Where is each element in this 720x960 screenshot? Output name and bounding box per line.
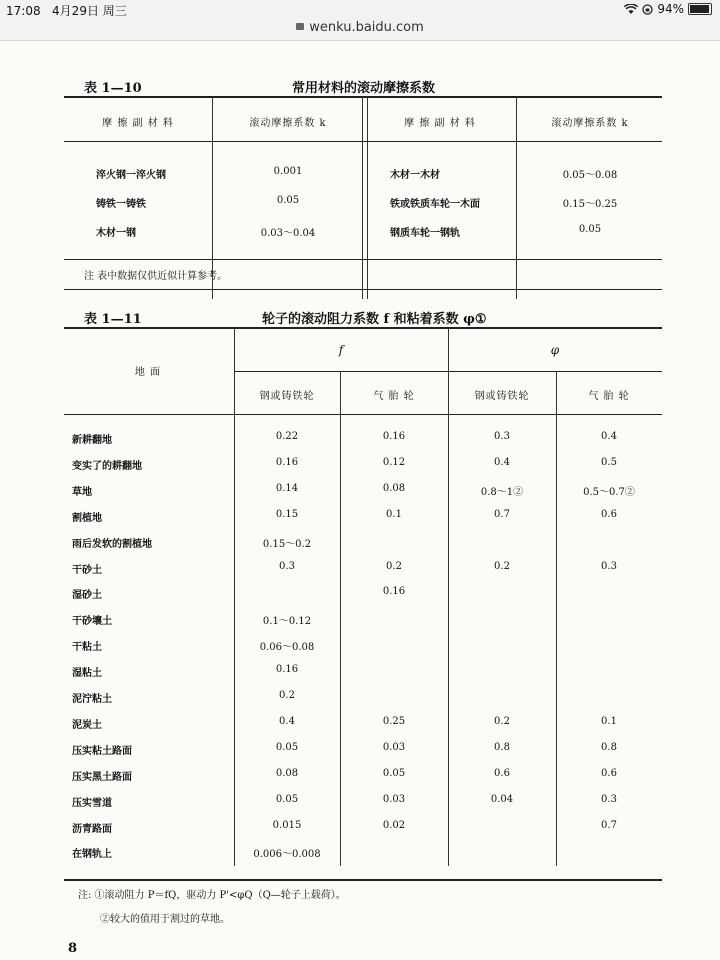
table2-group-rule: [234, 371, 662, 372]
table2-row-ground: 干砂壤土: [72, 616, 112, 627]
table2-row-value: 0.3: [601, 561, 617, 572]
wifi-icon: [624, 4, 638, 15]
table2-bottom-rule: [64, 879, 662, 881]
table2-subheader-f-steel: 钢或铸铁轮: [259, 391, 315, 402]
table2-row-ground: 草地: [72, 487, 92, 498]
table2-row-value: 0.08: [382, 483, 406, 494]
table2-header-f: f: [338, 343, 344, 357]
table2-row-value: 0.15: [275, 509, 299, 520]
table2-row-ground: 泥炭土: [72, 720, 102, 731]
address-bar[interactable]: [0, 18, 720, 41]
status-time: 17:08: [6, 4, 41, 18]
table2-row-ground: 沥青路面: [72, 824, 112, 835]
table1-number: 表 1—10: [84, 81, 142, 96]
table2-subheader-phi-tire: 气 胎 轮: [588, 391, 630, 402]
table2-row-value: 0.14: [275, 483, 299, 494]
table2-row-value: 0.16: [382, 431, 406, 442]
table2-row-ground: 在钢轨上: [72, 849, 112, 860]
table2-row-value: 0.4: [601, 431, 617, 442]
table2-row-value: 0.03: [382, 794, 406, 805]
table2-divider-f: [340, 371, 341, 866]
table2-row-value: 0.8: [601, 742, 617, 753]
battery-percent: 94%: [657, 2, 684, 16]
status-date: 4月29日 周三: [52, 4, 127, 18]
table1-divider-2: [362, 97, 363, 299]
battery-icon: [688, 3, 712, 15]
table2-note-2: ②较大的值用于割过的草地。: [100, 914, 230, 925]
table2-row-value: 0.1: [601, 716, 617, 727]
table2-divider-ground: [234, 328, 235, 866]
table2-row-value: 0.05: [382, 768, 406, 779]
table2-row-value: 0.06～0.08: [259, 642, 315, 653]
orientation-lock-icon: [642, 4, 653, 15]
table2-row-value: 0.4: [279, 716, 295, 727]
table2-title: 轮子的滚动阻力系数 f 和粘着系数 φ①: [262, 312, 487, 327]
document-page: [0, 41, 720, 960]
table2-row-value: 0.2: [494, 561, 510, 572]
table1-header-material-2: 摩 擦 副 材 料: [404, 118, 476, 129]
table2-row-value: 0.7: [601, 820, 617, 831]
table1-header-coef-2: 滚动摩擦系数 k: [551, 118, 629, 129]
table2-note-1: 注: ①滚动阻力 P＝fQ，驱动力 P'<φQ（Q—轮子上载荷）。: [78, 890, 346, 901]
table1-row3-material-1: 木材一钢: [96, 228, 136, 239]
table1-row3-coef-2: 0.05: [578, 224, 602, 235]
table2-row-value: 0.22: [275, 431, 299, 442]
table1-note: 注 表中数据仅供近似计算参考。: [84, 271, 228, 282]
table1-row1-material-1: 淬火钢一淬火钢: [96, 170, 166, 181]
table2-row-value: 0.1～0.12: [262, 616, 312, 627]
table2-row-value: 0.02: [382, 820, 406, 831]
table1-note-rule: [64, 289, 662, 290]
table2-row-value: 0.6: [494, 768, 510, 779]
table1-row2-coef-1: 0.05: [276, 195, 300, 206]
table2-divider-phi: [556, 371, 557, 866]
table1-top-rule: [64, 96, 662, 98]
table2-row-value: 0.5: [601, 457, 617, 468]
table2-row-value: 0.03: [382, 742, 406, 753]
table2-row-value: 0.3: [279, 561, 295, 572]
table1-divider-3: [367, 97, 368, 299]
table2-row-value: 0.16: [275, 664, 299, 675]
lock-icon: [296, 23, 304, 30]
table2-subheader-phi-steel: 钢或铸铁轮: [474, 391, 530, 402]
table2-row-value: 0.3: [601, 794, 617, 805]
table2-row-value: 0.16: [275, 457, 299, 468]
status-time-date: [6, 2, 127, 19]
table1-bottom-rule: [64, 259, 662, 260]
table2-row-value: 0.05: [275, 794, 299, 805]
table2-row-value: 0.15～0.2: [262, 539, 312, 550]
table2-row-value: 0.6: [601, 768, 617, 779]
table2-row-value: 0.2: [279, 690, 295, 701]
table2-row-ground: 雨后发软的割植地: [72, 539, 152, 550]
table2-row-value: 0.015: [272, 820, 302, 831]
table2-header-rule: [64, 414, 662, 415]
table2-header-ground: 地 面: [134, 367, 162, 378]
table2-row-value: 0.4: [494, 457, 510, 468]
table1-header-coef-1: 滚动摩擦系数 k: [249, 118, 327, 129]
table2-row-ground: 湿粘土: [72, 668, 102, 679]
table2-row-value: 0.8: [494, 742, 510, 753]
table1-row2-material-1: 铸铁一铸铁: [96, 199, 146, 210]
table1-title: 常用材料的滚动摩擦系数: [292, 81, 436, 96]
table2-row-ground: 泥泞粘土: [72, 694, 112, 705]
table2-row-value: 0.25: [382, 716, 406, 727]
page-number: 8: [68, 941, 78, 956]
table2-row-value: 0.08: [275, 768, 299, 779]
table2-row-ground: 湿砂土: [72, 590, 102, 601]
table2-row-ground: 压实雪道: [72, 798, 112, 809]
table2-row-ground: 割植地: [72, 513, 102, 524]
table2-row-value: 0.1: [386, 509, 402, 520]
table2-row-ground: 干砂土: [72, 565, 102, 576]
table2-row-ground: 新耕翻地: [72, 435, 112, 446]
table2-row-ground: 干粘土: [72, 642, 102, 653]
table2-row-value: 0.006～0.008: [253, 849, 321, 860]
table1-row3-material-2: 钢质车轮一钢轨: [390, 228, 460, 239]
table2-row-value: 0.8～1②: [480, 487, 524, 498]
table2-subheader-f-tire: 气 胎 轮: [373, 391, 415, 402]
table2-number: 表 1—11: [84, 312, 142, 327]
table1-header-rule: [64, 141, 662, 142]
table1-row3-coef-1: 0.03～0.04: [260, 228, 316, 239]
table2-row-ground: 变实了的耕翻地: [72, 461, 142, 472]
table1-row1-material-2: 木材一木材: [390, 170, 440, 181]
table2-row-value: 0.16: [382, 586, 406, 597]
table1-divider-4: [516, 97, 517, 299]
table2-row-ground: 压实黑土路面: [72, 772, 132, 783]
table2-row-value: 0.6: [601, 509, 617, 520]
status-icons: [624, 2, 712, 16]
table2-divider-mid: [448, 328, 449, 866]
table2-row-ground: 压实粘土路面: [72, 746, 132, 757]
table2-header-phi: φ: [550, 343, 560, 357]
table2-row-value: 0.5～0.7②: [583, 487, 635, 498]
status-bar: [0, 0, 720, 18]
url-text: wenku.baidu.com: [309, 20, 424, 35]
table1-row2-material-2: 铁或铁质车轮一木面: [390, 199, 480, 210]
table1-row1-coef-1: 0.001: [273, 166, 303, 177]
table2-row-value: 0.04: [490, 794, 514, 805]
table2-row-value: 0.12: [382, 457, 406, 468]
table2-row-value: 0.2: [386, 561, 402, 572]
table1-row1-coef-2: 0.05～0.08: [562, 170, 618, 181]
table2-row-value: 0.3: [494, 431, 510, 442]
table2-row-value: 0.05: [275, 742, 299, 753]
table1-header-material-1: 摩 擦 副 材 料: [102, 118, 174, 129]
table2-top-rule: [64, 327, 662, 329]
table1-row2-coef-2: 0.15～0.25: [562, 199, 618, 210]
table2-row-value: 0.7: [494, 509, 510, 520]
table2-row-value: 0.2: [494, 716, 510, 727]
